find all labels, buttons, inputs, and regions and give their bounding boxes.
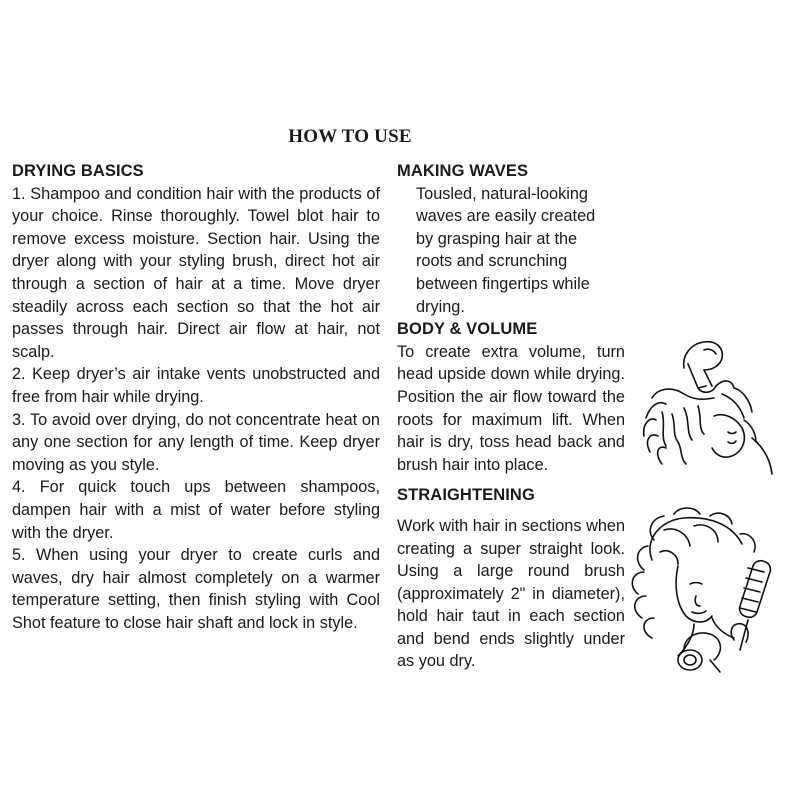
step-3: 3. To avoid over drying, do not concentrate heat on any one section for any length of time. Keep dryer moving as you style. <box>12 410 380 474</box>
step-1: 1. Shampoo and condition hair with the products of your choice. Rinse thoroughly. Towel blot hair to remove excess moisture. Section hair. Using the dryer along with your styling brush, direct hot air through a section of hair at a time. Move dryer steadily across each section so that the hot air passes through hair. Direct air flow at hair, not scalp. <box>12 184 380 361</box>
step-5: 5. When using your dryer to create curls and waves, dry hair almost completely on a warmer temperature setting, then finish styling with Cool Shot feature to close hair shaft and lock in style. <box>12 546 380 632</box>
step-4: 4. For quick touch ups between shampoos, dampen hair with a mist of water before styling with the dryer. <box>12 478 380 542</box>
woman-head-upside-down-drying-icon <box>632 328 782 478</box>
drying-basics-heading: DRYING BASICS <box>12 162 144 180</box>
step-2: 2. Keep dryer’s air intake vents unobstructed and free from hair while drying. <box>12 365 380 406</box>
straightening-text: Work with hair in sections when creating a super straight look. Using a large round brush (approximately 2" in diameter), hold hair taut in each section and bend ends slightly under as you dry. <box>397 516 625 671</box>
making-waves-text: Tousled, natural-looking waves are easily created by grasping hair at the roots and scrunching between fingertips while drying. <box>416 184 596 316</box>
body-volume-text: To create extra volume, turn head upside down while drying. Position the air flow toward the roots for maximum lift. When hair is dry, toss head back and brush hair into place. <box>397 342 625 474</box>
making-waves-heading: MAKING WAVES <box>397 162 529 180</box>
drying-basics-section <box>12 160 380 634</box>
woman-round-brush-drying-icon <box>624 500 784 675</box>
page-title: HOW TO USE <box>288 126 412 147</box>
straightening-heading: STRAIGHTENING <box>397 486 535 505</box>
body-volume-heading: BODY & VOLUME <box>397 320 538 339</box>
